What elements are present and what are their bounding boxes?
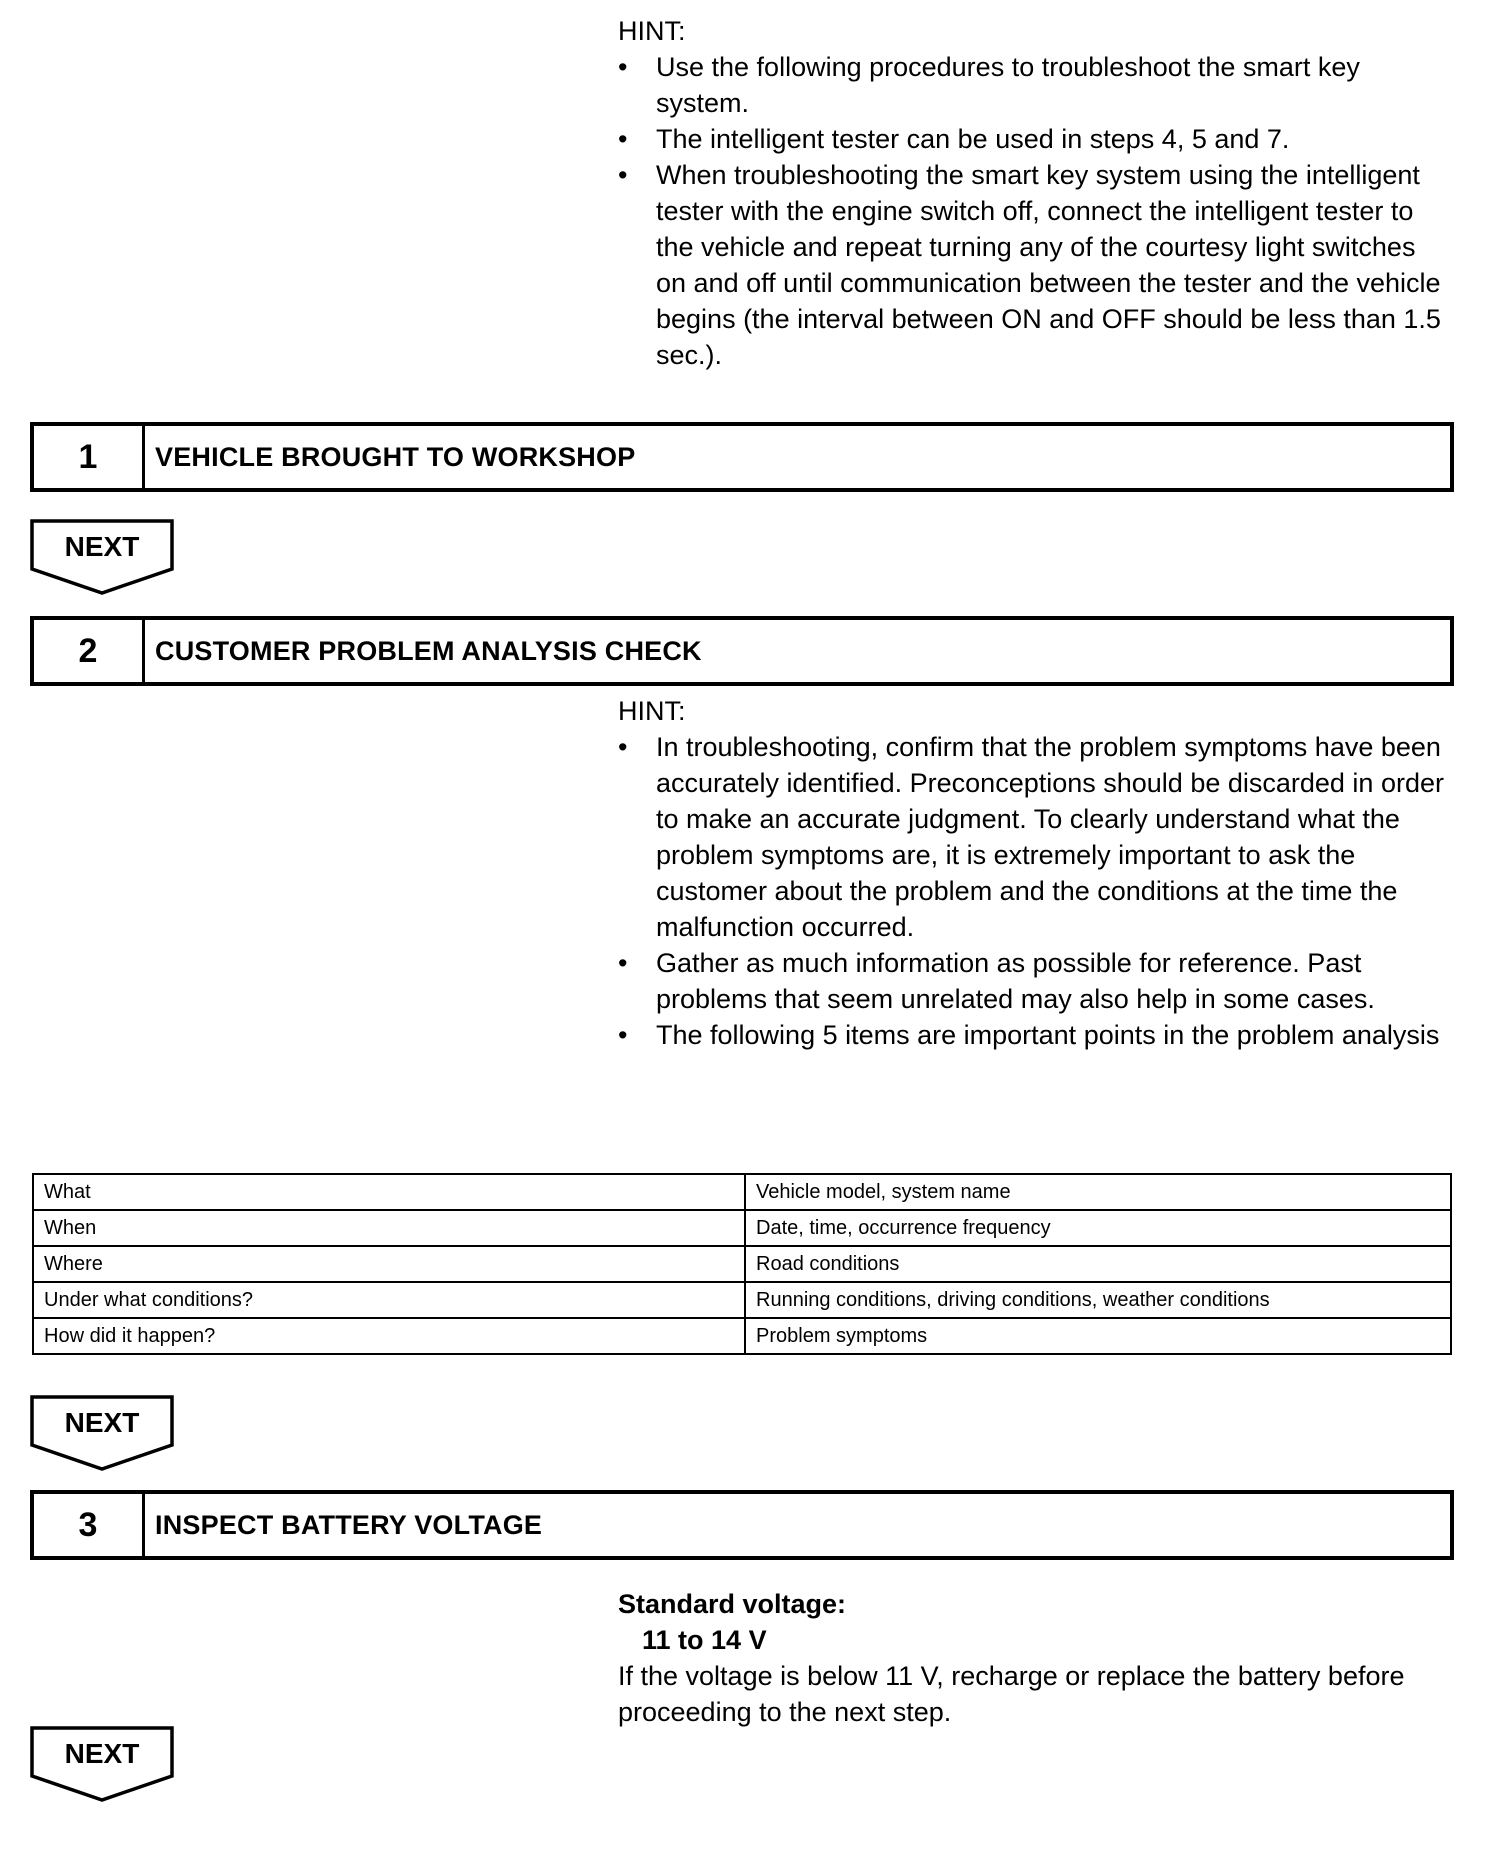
table-row [33,1318,1451,1354]
table-row [33,1174,1451,1210]
table-cell-detail: Problem symptoms [745,1318,1451,1354]
next-label: NEXT [64,1407,140,1438]
bullet-icon: • [618,948,628,978]
bullet-icon: • [618,160,628,190]
hint-bullet: • Gather as much information as possible for reference. Past problems that seem unrelated may also help in some cases. [618,945,1448,1017]
step2-hint [618,693,1448,1053]
step-header-2 [30,616,1454,686]
hint-bullet-list [618,49,1448,373]
step-title: VEHICLE BROUGHT TO WORKSHOP [155,441,636,472]
table-cell-item: Under what conditions? [33,1282,745,1318]
bullet-icon: • [618,732,628,762]
step-title: INSPECT BATTERY VOLTAGE [155,1509,543,1540]
spec-label: Standard voltage: [618,1589,847,1619]
table-cell-detail: Road conditions [745,1246,1451,1282]
hint-title: HINT: [618,696,686,726]
problem-analysis-table [32,1173,1452,1355]
spec-note: If the voltage is below 11 V, recharge or replace the battery before proceeding to the next step. [618,1661,1405,1727]
bullet-icon: • [618,124,628,154]
table-cell-item: What [33,1174,745,1210]
table-cell-item: When [33,1210,745,1246]
step-number: 2 [34,620,145,682]
hint-bullet: • When troubleshooting the smart key system using the intelligent tester with the engine switch off, connect the intelligent tester to the vehicle and repeat turning any of the courtesy light switches on and off until communication between the tester and the vehicle begins (the interval between ON and OFF should be less than 1.5 sec.). [618,157,1448,373]
hint-bullet: • The following 5 items are important points in the problem analysis [618,1017,1448,1053]
intro-hint [618,13,1448,373]
next-label: NEXT [64,1738,140,1769]
next-button-1[interactable] [30,519,178,595]
hint-title: HINT: [618,16,686,46]
next-button-2[interactable] [30,1395,178,1471]
hint-bullet: • In troubleshooting, confirm that the problem symptoms have been accurately identified. Preconceptions should be discarded in order to make an accurate judgment. To clearly understand what the problem symptoms are, it is extremely important to ask the customer about the problem and the conditions at the time the malfunction occurred. [618,729,1448,945]
table-cell-detail: Running conditions, driving conditions, weather conditions [745,1282,1451,1318]
bullet-icon: • [618,52,628,82]
step-number: 1 [34,426,145,488]
table-cell-item: Where [33,1246,745,1282]
step-number: 3 [34,1494,145,1556]
step-header-1 [30,422,1454,492]
battery-voltage-spec [618,1586,1458,1730]
next-label: NEXT [64,531,140,562]
table-row [33,1210,1451,1246]
table-row [33,1282,1451,1318]
table-cell-detail: Vehicle model, system name [745,1174,1451,1210]
next-button-3[interactable] [30,1726,178,1802]
hint-bullet: • Use the following procedures to troubleshoot the smart key system. [618,49,1448,121]
table-cell-detail: Date, time, occurrence frequency [745,1210,1451,1246]
spec-value: 11 to 14 V [642,1625,767,1655]
step-title: CUSTOMER PROBLEM ANALYSIS CHECK [155,635,702,666]
bullet-icon: • [618,1020,628,1050]
step-header-3 [30,1490,1454,1560]
hint-bullet-list [618,729,1448,1053]
table-row [33,1246,1451,1282]
hint-bullet: • The intelligent tester can be used in steps 4, 5 and 7. [618,121,1448,157]
table-cell-item: How did it happen? [33,1318,745,1354]
